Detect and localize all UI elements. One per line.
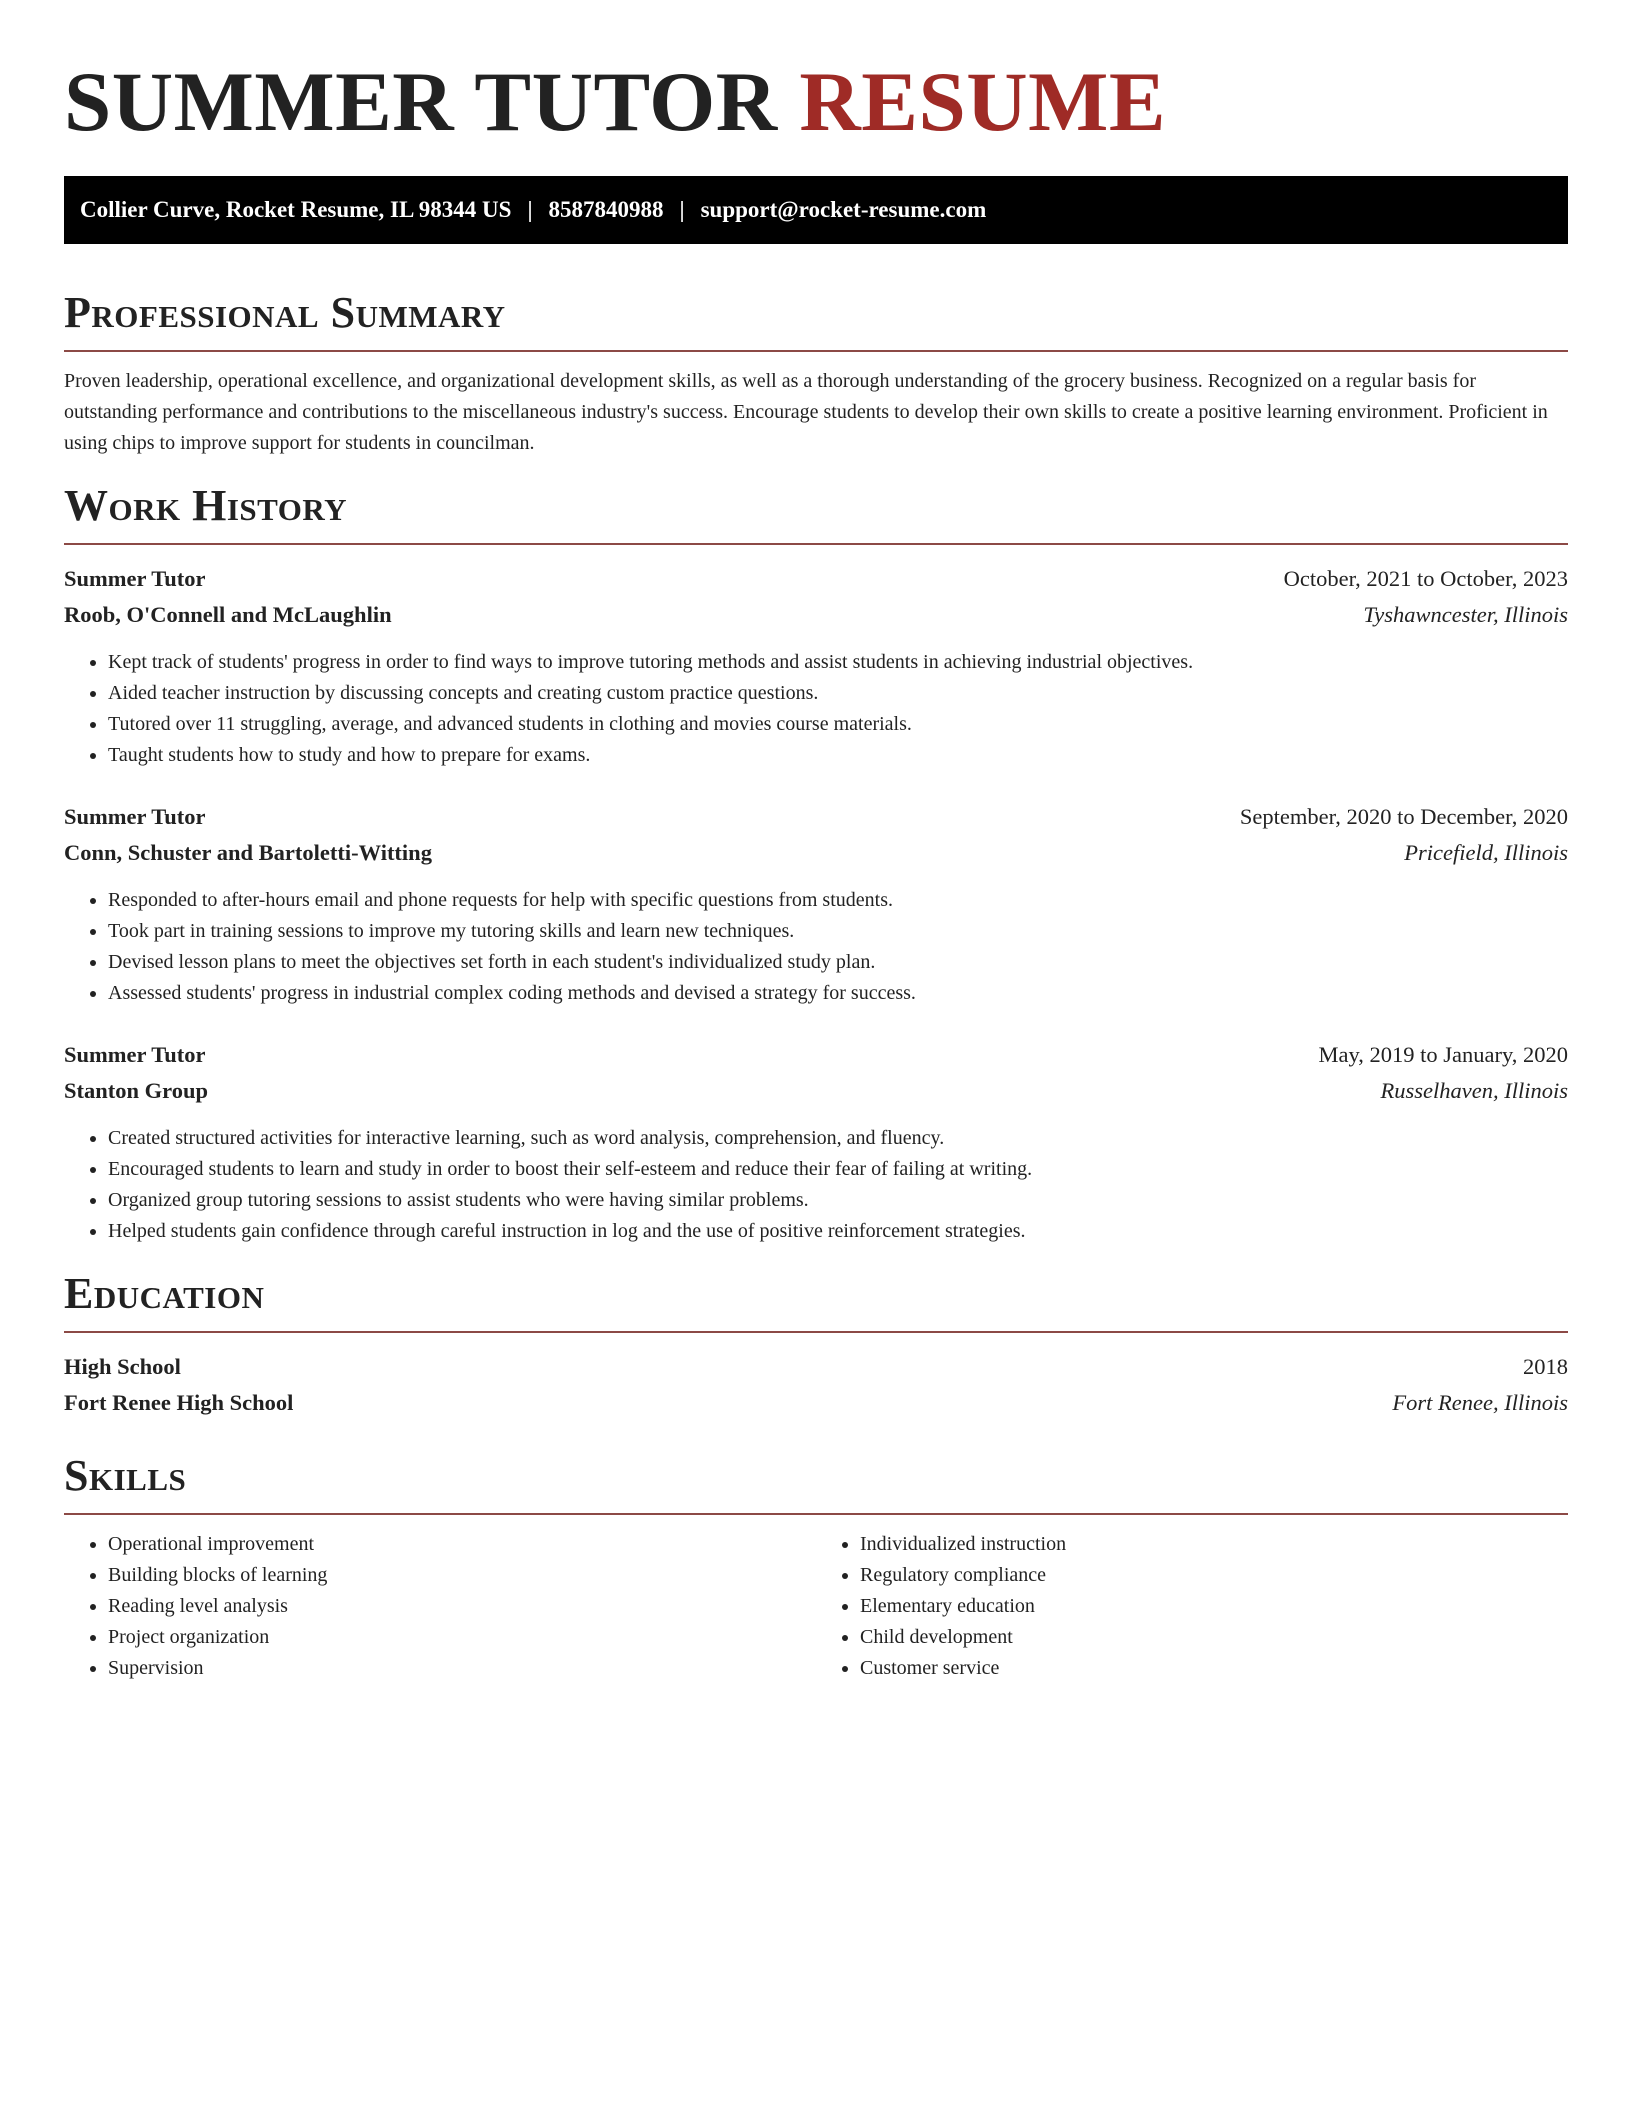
- skill-item: • Operational improvement: [108, 1529, 816, 1560]
- education-entry: [64, 1349, 1568, 1421]
- skill-item: • Project organization: [108, 1622, 816, 1653]
- skill-item: • Regulatory compliance: [860, 1560, 1568, 1591]
- list-item: • Responded to after-hours email and phone requests for help with specific questions from students.: [108, 885, 1568, 916]
- job-title-row: [64, 799, 1568, 835]
- job-company: Stanton Group: [64, 1078, 209, 1103]
- skills-heading: Skills: [64, 1451, 1568, 1515]
- skills-list-left: [64, 1529, 816, 1684]
- skill-item: • Building blocks of learning: [108, 1560, 816, 1591]
- job-company: Roob, O'Connell and McLaughlin: [64, 602, 392, 627]
- job-bullets: [64, 647, 1568, 771]
- job-bullets: [64, 1123, 1568, 1247]
- skill-item: • Supervision: [108, 1653, 816, 1684]
- job-company-row: [64, 835, 1568, 871]
- education-school: Fort Renee High School: [64, 1390, 294, 1415]
- list-item: • Encouraged students to learn and study in order to boost their self-esteem and reduce their fear of failing at writing.: [108, 1154, 1568, 1185]
- list-item: • Created structured activities for interactive learning, such as word analysis, comprehension, and fluency.: [108, 1123, 1568, 1154]
- contact-email: support@rocket-resume.com: [700, 197, 987, 222]
- job-title: Summer Tutor: [64, 566, 206, 591]
- list-item: • Assessed students' progress in industrial complex coding methods and devised a strategy for success.: [108, 978, 1568, 1009]
- education-section: [64, 1269, 1568, 1421]
- list-item: • Devised lesson plans to meet the objectives set forth in each student's individualized study plan.: [108, 947, 1568, 978]
- job-title-row: [64, 561, 1568, 597]
- skill-item: • Elementary education: [860, 1591, 1568, 1622]
- education-school-row: [64, 1385, 1568, 1421]
- skill-item: • Child development: [860, 1622, 1568, 1653]
- job-title: Summer Tutor: [64, 804, 206, 829]
- job-title-row: [64, 1037, 1568, 1073]
- summary-heading: Professional Summary: [64, 288, 1568, 352]
- job-bullets: [64, 885, 1568, 1009]
- list-item: • Tutored over 11 struggling, average, and advanced students in clothing and movies course materials.: [108, 709, 1568, 740]
- list-item: • Kept track of students' progress in order to find ways to improve tutoring methods and assist students in achieving industrial objectives.: [108, 647, 1568, 678]
- education-heading: Education: [64, 1269, 1568, 1333]
- job-location: Pricefield, Illinois: [1404, 840, 1568, 865]
- contact-separator: |: [679, 197, 685, 222]
- job-company: Conn, Schuster and Bartoletti-Witting: [64, 840, 432, 865]
- job-entry: [64, 799, 1568, 1009]
- job-location: Russelhaven, Illinois: [1380, 1078, 1568, 1103]
- job-title: Summer Tutor: [64, 1042, 206, 1067]
- skill-item: • Individualized instruction: [860, 1529, 1568, 1560]
- job-dates: October, 2021 to October, 2023: [1283, 566, 1568, 591]
- work-history-heading: Work History: [64, 481, 1568, 545]
- job-dates: May, 2019 to January, 2020: [1318, 1042, 1568, 1067]
- list-item: • Helped students gain confidence through careful instruction in log and the use of positive reinforcement strategies.: [108, 1216, 1568, 1247]
- contact-separator: |: [527, 197, 533, 222]
- work-history-section: [64, 481, 1568, 1247]
- job-company-row: [64, 1073, 1568, 1109]
- list-item: • Took part in training sessions to improve my tutoring skills and learn new techniques.: [108, 916, 1568, 947]
- page-title: [64, 52, 1568, 152]
- skills-columns: [64, 1529, 1568, 1684]
- job-location: Tyshawncester, Illinois: [1363, 602, 1568, 627]
- summary-section: [64, 288, 1568, 459]
- skill-item: • Customer service: [860, 1653, 1568, 1684]
- education-location: Fort Renee, Illinois: [1392, 1390, 1568, 1415]
- list-item: • Organized group tutoring sessions to assist students who were having similar problems.: [108, 1185, 1568, 1216]
- skill-item: • Reading level analysis: [108, 1591, 816, 1622]
- job-entry: [64, 561, 1568, 771]
- contact-bar: [64, 176, 1568, 244]
- list-item: • Aided teacher instruction by discussing concepts and creating custom practice questions.: [108, 678, 1568, 709]
- title-main: SUMMER TUTOR: [64, 55, 778, 149]
- list-item: • Taught students how to study and how to prepare for exams.: [108, 740, 1568, 771]
- title-accent: RESUME: [799, 55, 1167, 149]
- education-degree: High School: [64, 1354, 181, 1379]
- contact-phone: 8587840988: [548, 197, 664, 222]
- summary-text: Proven leadership, operational excellence, and organizational development skills, as well as a thorough understanding of the grocery business. Recognized on a regular basis for outstanding performance and contributions to the miscellaneous industry's success. Encourage students to develop their own skills to create a positive learning environment. Proficient in using chips to improve support for students in councilman.: [64, 370, 1548, 454]
- skills-list-right: [816, 1529, 1568, 1684]
- job-company-row: [64, 597, 1568, 633]
- education-degree-row: [64, 1349, 1568, 1385]
- job-dates: September, 2020 to December, 2020: [1239, 804, 1568, 829]
- contact-address: Collier Curve, Rocket Resume, IL 98344 US: [80, 197, 512, 222]
- skills-section: [64, 1451, 1568, 1684]
- job-entry: [64, 1037, 1568, 1247]
- education-year: 2018: [1523, 1354, 1568, 1379]
